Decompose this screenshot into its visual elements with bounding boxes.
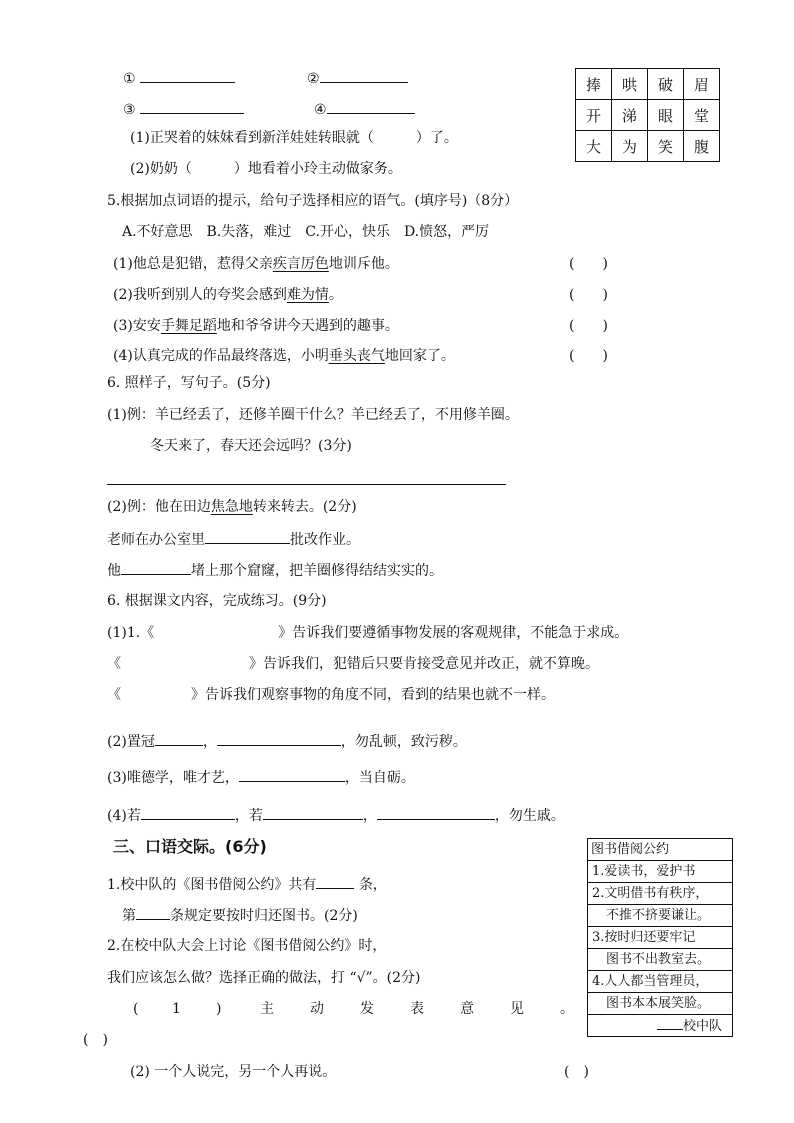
rules-item: 2.文明借书有秩序， bbox=[588, 882, 732, 904]
text: 条， bbox=[358, 877, 387, 893]
text: (2)例：他在田边 bbox=[107, 499, 211, 515]
blank-line[interactable] bbox=[217, 731, 341, 746]
text: ，勿乱顿，致污秽。 bbox=[340, 734, 467, 750]
text: 他 bbox=[107, 563, 121, 579]
num-2: ② bbox=[307, 71, 320, 87]
text: 堵上那个窟窿，把羊圈修得结结实实的。 bbox=[191, 563, 443, 579]
answer-paren[interactable]: ( ) bbox=[83, 1032, 108, 1048]
grid-cell: 为 bbox=[612, 131, 648, 162]
blank-line[interactable] bbox=[121, 560, 191, 575]
char: ( bbox=[133, 1001, 139, 1017]
grid-cell: 大 bbox=[576, 131, 612, 162]
q5-item-1 bbox=[113, 254, 399, 274]
blank-line[interactable] bbox=[141, 805, 235, 820]
char: 动 bbox=[310, 1001, 324, 1017]
char: 主 bbox=[260, 1001, 274, 1017]
text: (3)唯德学，唯才艺， bbox=[107, 770, 239, 786]
s3-line-2 bbox=[122, 905, 358, 926]
s3-line-4: 我们应该怎么做？选择正确的做法，打 “√”。(2分) bbox=[107, 970, 421, 986]
num-3: ③ bbox=[123, 102, 136, 118]
text: 转来转去。(2分) bbox=[252, 499, 357, 515]
num-1: ① bbox=[123, 71, 136, 87]
q7-line-2 bbox=[107, 654, 599, 674]
char: 。 bbox=[560, 1001, 574, 1017]
underlined-phrase: 焦急地 bbox=[210, 499, 253, 515]
text: (1)1.《 bbox=[107, 625, 155, 641]
grid-cell: 破 bbox=[648, 69, 684, 100]
grid-cell: 眉 bbox=[684, 69, 720, 100]
char: 1 bbox=[172, 1001, 181, 1017]
q5-item-2 bbox=[113, 285, 343, 305]
text: ， bbox=[202, 734, 217, 750]
blank-line[interactable] bbox=[155, 731, 203, 746]
q6-title: 6. 照样子，写句子。(5分) bbox=[107, 375, 271, 391]
underlined-phrase: 垂头丧气 bbox=[328, 348, 385, 364]
rules-item: 1.爱读书，爱护书 bbox=[588, 860, 732, 882]
q7-line-3 bbox=[107, 685, 555, 705]
text: 第 bbox=[122, 908, 136, 924]
blank-line[interactable] bbox=[377, 805, 495, 820]
q5-options: A.不好意思 B.失落，难过 C.开心，快乐 D.愤怒，严厉 bbox=[122, 224, 490, 240]
answer-line[interactable] bbox=[107, 484, 506, 485]
char: ) bbox=[216, 1001, 222, 1017]
num-4: ④ bbox=[314, 102, 327, 118]
blank-line[interactable] bbox=[316, 874, 354, 889]
character-grid bbox=[575, 68, 720, 162]
q7-line-6 bbox=[107, 805, 565, 826]
text: ，若 bbox=[234, 808, 263, 824]
text: 条规定要按时归还图书。(2分) bbox=[170, 908, 358, 924]
text: 》告诉我们观察事物的角度不同，看到的结果也就不一样。 bbox=[191, 687, 555, 703]
text: ，勿生戚。 bbox=[494, 808, 565, 824]
rules-footer bbox=[588, 1014, 732, 1036]
blank-4[interactable] bbox=[314, 99, 415, 120]
s3-option-2: (2) 一个人说完，另一个人再说。 bbox=[130, 1064, 337, 1080]
blank-2[interactable] bbox=[307, 68, 408, 89]
q5-item-3 bbox=[113, 316, 399, 336]
text: ， bbox=[362, 808, 377, 824]
text: 》告诉我们要遵循事物发展的客观规律，不能急于求成。 bbox=[278, 625, 629, 641]
blank-line[interactable] bbox=[657, 1015, 683, 1030]
answer-paren[interactable]: ( ) bbox=[569, 256, 608, 272]
q7-title: 6. 根据课文内容，完成练习。(9分) bbox=[107, 593, 327, 609]
q6-fill-2 bbox=[107, 560, 443, 581]
q7-line-1 bbox=[107, 623, 628, 643]
blank-3[interactable] bbox=[123, 99, 244, 120]
blank-line[interactable] bbox=[205, 529, 290, 544]
grid-cell: 哄 bbox=[612, 69, 648, 100]
text: 地训斥他。 bbox=[328, 256, 399, 272]
s3-line-1 bbox=[107, 874, 387, 895]
blank-line[interactable] bbox=[239, 767, 345, 782]
q5-title: 5.根据加点词语的提示，给句子选择相应的语气。(填序号)（8分） bbox=[107, 193, 519, 209]
answer-paren[interactable]: ( ) bbox=[569, 348, 608, 364]
char: 发 bbox=[360, 1001, 374, 1017]
text: (3)安安 bbox=[113, 318, 161, 334]
text: 老师在办公室里 bbox=[107, 532, 205, 548]
grid-cell: 笑 bbox=[648, 131, 684, 162]
q7-line-5 bbox=[107, 767, 415, 788]
blank-line[interactable] bbox=[327, 99, 415, 114]
text: (4)若 bbox=[107, 808, 141, 824]
text: (2)置冠 bbox=[107, 734, 155, 750]
text: ，当自砺。 bbox=[344, 770, 415, 786]
text: 地回家了。 bbox=[384, 348, 455, 364]
rules-item: 4.人人都当管理员， bbox=[588, 970, 732, 992]
text: 地和爷爷讲今天遇到的趣事。 bbox=[216, 318, 399, 334]
char: 意 bbox=[460, 1001, 474, 1017]
text: 《 bbox=[107, 656, 121, 672]
s3-line-3: 2.在校中队大会上讨论《图书借阅公约》时， bbox=[107, 938, 387, 954]
grid-cell: 开 bbox=[576, 100, 612, 131]
blank-line[interactable] bbox=[263, 805, 363, 820]
grid-cell: 腹 bbox=[684, 131, 720, 162]
q7-line-4 bbox=[107, 731, 467, 752]
blank-line[interactable] bbox=[136, 905, 170, 920]
char: 表 bbox=[410, 1001, 424, 1017]
blank-line[interactable] bbox=[140, 68, 235, 83]
blank-1[interactable] bbox=[123, 68, 235, 89]
grid-cell: 涕 bbox=[612, 100, 648, 131]
text: (1)他总是犯错，惹得父亲 bbox=[113, 256, 273, 272]
underlined-phrase: 难为情 bbox=[286, 287, 329, 303]
rules-title: 图书借阅公约 bbox=[591, 842, 670, 857]
text: 批改作业。 bbox=[290, 532, 360, 548]
library-rules-box bbox=[587, 838, 733, 1037]
q6-fill-1 bbox=[107, 529, 360, 550]
text: 》告诉我们，犯错后只要肯接受意见并改正，就不算晚。 bbox=[249, 656, 599, 672]
rules-item: 不推不挤要谦让。 bbox=[588, 904, 732, 926]
blank-line[interactable] bbox=[320, 68, 408, 83]
text: (2)我听到别人的夸奖会感到 bbox=[113, 287, 287, 303]
grid-cell: 捧 bbox=[576, 69, 612, 100]
grid-cell: 眼 bbox=[648, 100, 684, 131]
text: (4)认真完成的作品最终落选，小明 bbox=[113, 348, 329, 364]
blank-line[interactable] bbox=[140, 99, 244, 114]
q4-sentence-1: (1)正哭着的妹妹看到新洋娃娃转眼就（ ）了。 bbox=[130, 130, 458, 146]
section-3-title: 三、口语交际。(6分) bbox=[113, 837, 267, 856]
q6-example-2 bbox=[107, 497, 357, 517]
answer-paren[interactable]: ( ) bbox=[569, 287, 608, 303]
underlined-phrase: 手舞足蹈 bbox=[160, 318, 217, 334]
rules-item: 图书不出教室去。 bbox=[588, 948, 732, 970]
char: 见 bbox=[510, 1001, 524, 1017]
q6-example-1: (1)例：羊已经丢了，还修羊圈干什么？羊已经丢了，不用修羊圈。 bbox=[107, 407, 519, 423]
rules-item: 图书本本展笑脸。 bbox=[588, 992, 732, 1014]
answer-paren[interactable]: ( ) bbox=[569, 318, 608, 334]
rules-item: 3.按时归还要牢记 bbox=[588, 926, 732, 948]
q5-item-4 bbox=[113, 346, 455, 366]
q4-sentence-2: (2)奶奶（ ）地看着小玲主动做家务。 bbox=[130, 161, 402, 177]
grid-cell: 堂 bbox=[684, 100, 720, 131]
q6-prompt-1: 冬天来了，春天还会远吗？(3分) bbox=[150, 438, 352, 454]
answer-paren[interactable]: ( ) bbox=[564, 1064, 589, 1080]
text: 1.校中队的《图书借阅公约》共有 bbox=[107, 877, 317, 893]
text: 。 bbox=[328, 287, 343, 303]
underlined-phrase: 疾言厉色 bbox=[272, 256, 329, 272]
text: 《 bbox=[107, 687, 121, 703]
text: 校中队 bbox=[682, 1019, 722, 1034]
